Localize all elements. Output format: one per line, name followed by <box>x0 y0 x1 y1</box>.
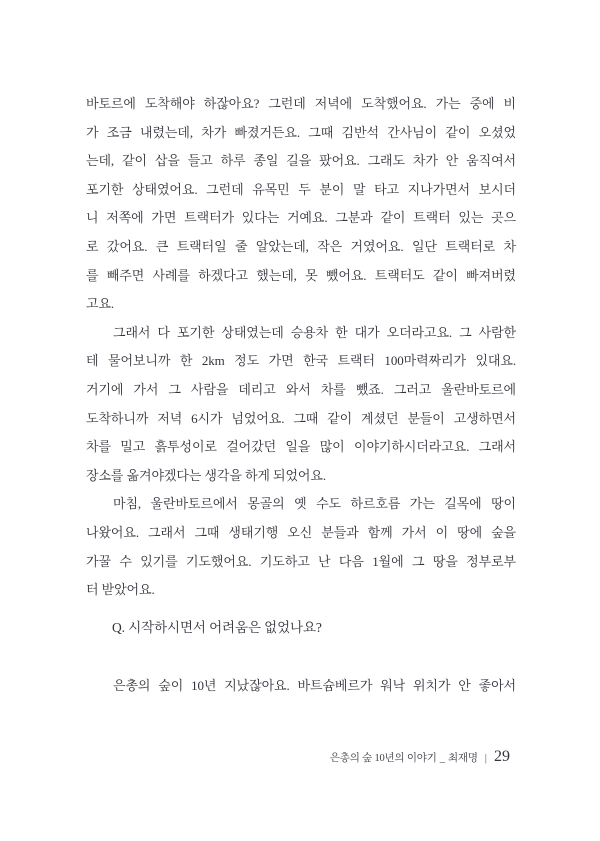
text-line: 장소를 옮겨야겠다는 생각을 하게 되었어요. <box>86 467 326 483</box>
text-line: 나왔어요. 그래서 그때 생태기행 오신 분들과 함께 가서 이 땅에 숲을 <box>86 524 516 540</box>
text-line: 터 받았어요. <box>86 582 155 598</box>
answer-first-line: 은총의 숲이 10년 지났잖아요. 바트슘베르가 워낙 위치가 안 좋아서 <box>113 678 516 693</box>
text-line: 그래서 다 포기한 상태였는데 승용차 한 대가 오더라고요. 그 사람한 <box>113 324 516 340</box>
text-line: 고요. <box>86 296 115 312</box>
text-line: 는데, 같이 삽을 들고 하루 종일 길을 팠어요. 그래도 차가 안 움직여서 <box>86 153 516 169</box>
text-line: 마침, 울란바토르에서 몽골의 옛 수도 하르호름 가는 길목에 땅이 <box>113 496 516 512</box>
page-footer <box>330 748 510 766</box>
text-line: 도착하니까 저녁 6시가 넘었어요. 그때 같이 계셨던 분들이 고생하면서 <box>86 410 516 426</box>
text-line: 니 저쪽에 가면 트랙터가 있다는 거예요. 그분과 같이 트랙터 있는 곳으 <box>86 210 516 226</box>
text-line: 바토르에 도착해야 하잖아요? 그런데 저녁에 도착했어요. 가는 중에 비 <box>86 96 516 111</box>
body-paragraphs <box>86 90 516 605</box>
text-line: 테 물어보니까 한 2km 정도 가면 한국 트랙터 100마력짜리가 있대요. <box>86 353 516 369</box>
page-number: 29 <box>494 748 510 765</box>
text-line: 가 조금 내렸는데, 차가 빠졌거든요. 그때 김반석 간사님이 같이 오셨었 <box>86 124 516 140</box>
interview-question: Q. 시작하시면서 어려움은 없었나요? <box>112 620 322 635</box>
text-line: 차를 밀고 흙투성이로 걸어갔던 일을 많이 이야기하시더라고요. 그래서 <box>86 439 516 455</box>
text-line: 를 빼주면 사례를 하겠다고 했는데, 못 뺐어요. 트랙터도 같이 빠져버렸 <box>86 267 516 283</box>
text-line: 포기한 상태였어요. 그런데 유목민 두 분이 말 타고 지나가면서 보시더 <box>86 181 516 197</box>
text-line: 로 갔어요. 큰 트랙터일 줄 알았는데, 작은 거였어요. 일단 트랙터로 차 <box>86 238 516 254</box>
footer-book-title: 은총의 숲 10년의 이야기 <box>329 753 437 764</box>
text-line: 거기에 가서 그 사람을 데리고 와서 차를 뺐죠. 그러고 울란바토르에 <box>86 381 516 397</box>
footer-divider: | <box>484 752 487 764</box>
footer-author: 최재명 <box>447 753 478 764</box>
text-line: 가꿀 수 있기를 기도했어요. 기도하고 난 다음 1월에 그 땅을 정부로부 <box>86 553 516 569</box>
footer-separator: _ <box>439 753 445 764</box>
